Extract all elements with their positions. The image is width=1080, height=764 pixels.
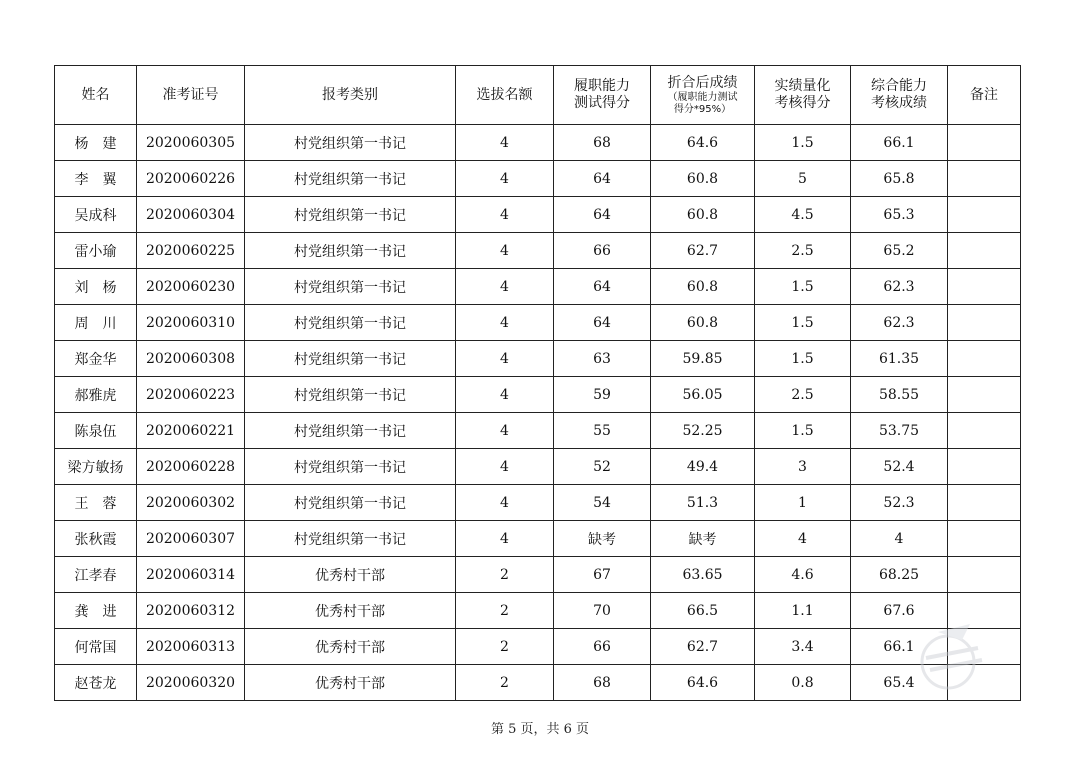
cell-test-score: 68 [554, 125, 651, 161]
cell-remarks [948, 485, 1021, 521]
cell-performance-score: 2.5 [755, 233, 851, 269]
cell-test-score: 67 [554, 557, 651, 593]
cell-performance-score: 1.5 [755, 125, 851, 161]
cell-name: 雷小瑜 [55, 233, 137, 269]
cell-remarks [948, 413, 1021, 449]
cell-converted-score: 缺考 [651, 521, 755, 557]
cell-performance-score: 1.5 [755, 341, 851, 377]
cell-total-score: 61.35 [851, 341, 948, 377]
cell-exam-id: 2020060226 [137, 161, 245, 197]
cell-exam-id: 2020060314 [137, 557, 245, 593]
header-text: 备注 [970, 86, 998, 103]
cell-test-score: 64 [554, 197, 651, 233]
header-remarks [948, 66, 1021, 125]
cell-remarks [948, 521, 1021, 557]
cell-test-score: 66 [554, 233, 651, 269]
cell-test-score: 缺考 [554, 521, 651, 557]
cell-quota: 2 [456, 593, 554, 629]
header-text: 考核成绩 [871, 95, 927, 111]
cell-remarks [948, 449, 1021, 485]
cell-category: 村党组织第一书记 [245, 377, 456, 413]
cell-performance-score: 4.6 [755, 557, 851, 593]
cell-converted-score: 64.6 [651, 125, 755, 161]
cell-total-score: 53.75 [851, 413, 948, 449]
header-text: 履职能力 [574, 78, 630, 94]
cell-remarks [948, 197, 1021, 233]
header-total-score [851, 66, 948, 125]
cell-converted-score: 64.6 [651, 665, 755, 701]
header-exam-id [137, 66, 245, 125]
table-row [55, 377, 1021, 413]
cell-test-score: 64 [554, 305, 651, 341]
header-converted-score [651, 66, 755, 125]
cell-quota: 4 [456, 197, 554, 233]
cell-quota: 2 [456, 557, 554, 593]
cell-name: 龚 进 [55, 593, 137, 629]
cell-remarks [948, 557, 1021, 593]
cell-converted-score: 62.7 [651, 629, 755, 665]
header-text: 折合后成绩 [667, 74, 738, 91]
cell-category: 村党组织第一书记 [245, 305, 456, 341]
cell-name: 赵苍龙 [55, 665, 137, 701]
cell-name: 郑金华 [55, 341, 137, 377]
cell-category: 村党组织第一书记 [245, 521, 456, 557]
cell-exam-id: 2020060221 [137, 413, 245, 449]
cell-test-score: 64 [554, 269, 651, 305]
cell-remarks [948, 341, 1021, 377]
cell-converted-score: 66.5 [651, 593, 755, 629]
cell-quota: 4 [456, 413, 554, 449]
header-text: 综合能力 [871, 78, 927, 94]
cell-name: 梁方敏扬 [55, 449, 137, 485]
cell-test-score: 55 [554, 413, 651, 449]
cell-performance-score: 2.5 [755, 377, 851, 413]
cell-quota: 4 [456, 449, 554, 485]
cell-category: 优秀村干部 [245, 593, 456, 629]
watermark-logo-icon [908, 618, 996, 692]
header-text: 实绩量化 [774, 78, 831, 94]
cell-category: 村党组织第一书记 [245, 233, 456, 269]
cell-exam-id: 2020060308 [137, 341, 245, 377]
cell-performance-score: 1.5 [755, 305, 851, 341]
cell-total-score: 62.3 [851, 269, 948, 305]
cell-total-score: 52.4 [851, 449, 948, 485]
cell-quota: 4 [456, 305, 554, 341]
cell-total-score: 58.55 [851, 377, 948, 413]
cell-test-score: 66 [554, 629, 651, 665]
cell-exam-id: 2020060310 [137, 305, 245, 341]
cell-total-score: 67.6 [851, 593, 948, 629]
table-row [55, 629, 1021, 665]
header-name [55, 66, 137, 125]
header-category [245, 66, 456, 125]
cell-exam-id: 2020060320 [137, 665, 245, 701]
cell-name: 周 川 [55, 305, 137, 341]
table-row [55, 197, 1021, 233]
cell-total-score: 65.8 [851, 161, 948, 197]
cell-converted-score: 49.4 [651, 449, 755, 485]
table-header-row [55, 66, 1021, 125]
table-row [55, 341, 1021, 377]
cell-category: 村党组织第一书记 [245, 341, 456, 377]
cell-test-score: 54 [554, 485, 651, 521]
cell-test-score: 63 [554, 341, 651, 377]
cell-exam-id: 2020060228 [137, 449, 245, 485]
cell-exam-id: 2020060302 [137, 485, 245, 521]
table-row [55, 161, 1021, 197]
table-row [55, 233, 1021, 269]
cell-performance-score: 3 [755, 449, 851, 485]
cell-remarks [948, 305, 1021, 341]
header-test-score [554, 66, 651, 125]
table-row [55, 557, 1021, 593]
cell-name: 郝雅虎 [55, 377, 137, 413]
cell-converted-score: 60.8 [651, 197, 755, 233]
cell-quota: 4 [456, 125, 554, 161]
cell-name: 何常国 [55, 629, 137, 665]
table-row [55, 413, 1021, 449]
cell-exam-id: 2020060225 [137, 233, 245, 269]
cell-exam-id: 2020060305 [137, 125, 245, 161]
cell-category: 优秀村干部 [245, 629, 456, 665]
cell-quota: 4 [456, 161, 554, 197]
cell-total-score: 68.25 [851, 557, 948, 593]
header-text: 选拔名额 [476, 86, 533, 103]
cell-test-score: 59 [554, 377, 651, 413]
cell-performance-score: 4 [755, 521, 851, 557]
cell-converted-score: 56.05 [651, 377, 755, 413]
cell-test-score: 68 [554, 665, 651, 701]
table-row [55, 269, 1021, 305]
cell-exam-id: 2020060307 [137, 521, 245, 557]
cell-converted-score: 60.8 [651, 161, 755, 197]
header-text: 报考类别 [322, 86, 378, 103]
cell-total-score: 65.4 [851, 665, 948, 701]
cell-category: 村党组织第一书记 [245, 269, 456, 305]
header-text: 测试得分 [574, 95, 630, 111]
table-row [55, 665, 1021, 701]
cell-total-score: 66.1 [851, 125, 948, 161]
cell-quota: 4 [456, 377, 554, 413]
cell-performance-score: 1 [755, 485, 851, 521]
cell-converted-score: 62.7 [651, 233, 755, 269]
cell-total-score: 4 [851, 521, 948, 557]
cell-performance-score: 1.1 [755, 593, 851, 629]
cell-converted-score: 52.25 [651, 413, 755, 449]
cell-remarks [948, 233, 1021, 269]
cell-quota: 2 [456, 665, 554, 701]
cell-converted-score: 63.65 [651, 557, 755, 593]
table-row [55, 521, 1021, 557]
cell-exam-id: 2020060223 [137, 377, 245, 413]
cell-remarks [948, 269, 1021, 305]
cell-quota: 4 [456, 233, 554, 269]
cell-performance-score: 5 [755, 161, 851, 197]
table-body [55, 125, 1021, 701]
header-text: 得分*95%） [673, 103, 732, 115]
cell-performance-score: 1.5 [755, 413, 851, 449]
header-quota [456, 66, 554, 125]
cell-performance-score: 3.4 [755, 629, 851, 665]
cell-quota: 4 [456, 485, 554, 521]
cell-converted-score: 51.3 [651, 485, 755, 521]
cell-name: 陈泉伍 [55, 413, 137, 449]
cell-quota: 4 [456, 269, 554, 305]
cell-quota: 4 [456, 521, 554, 557]
cell-remarks [948, 161, 1021, 197]
table-row [55, 449, 1021, 485]
cell-remarks [948, 377, 1021, 413]
cell-name: 江孝春 [55, 557, 137, 593]
cell-total-score: 65.2 [851, 233, 948, 269]
header-text: 姓名 [81, 86, 110, 103]
cell-name: 李 翼 [55, 161, 137, 197]
cell-performance-score: 4.5 [755, 197, 851, 233]
cell-remarks [948, 125, 1021, 161]
header-text: 准考证号 [162, 86, 219, 103]
cell-performance-score: 0.8 [755, 665, 851, 701]
cell-name: 王 蓉 [55, 485, 137, 521]
cell-total-score: 62.3 [851, 305, 948, 341]
cell-converted-score: 60.8 [651, 305, 755, 341]
cell-exam-id: 2020060304 [137, 197, 245, 233]
cell-exam-id: 2020060312 [137, 593, 245, 629]
cell-category: 村党组织第一书记 [245, 161, 456, 197]
cell-category: 村党组织第一书记 [245, 485, 456, 521]
cell-category: 村党组织第一书记 [245, 413, 456, 449]
cell-name: 杨 建 [55, 125, 137, 161]
header-text: （履职能力测试 [667, 91, 738, 103]
header-performance-score [755, 66, 851, 125]
cell-total-score: 52.3 [851, 485, 948, 521]
table-row [55, 125, 1021, 161]
table-row [55, 593, 1021, 629]
cell-quota: 4 [456, 341, 554, 377]
score-table [54, 65, 1021, 701]
page-number-footer: 第 5 页，共 6 页 [490, 722, 590, 737]
header-text: 考核得分 [774, 95, 831, 111]
cell-category: 村党组织第一书记 [245, 449, 456, 485]
cell-name: 刘 杨 [55, 269, 137, 305]
cell-category: 优秀村干部 [245, 557, 456, 593]
cell-performance-score: 1.5 [755, 269, 851, 305]
cell-converted-score: 59.85 [651, 341, 755, 377]
cell-test-score: 64 [554, 161, 651, 197]
cell-total-score: 66.1 [851, 629, 948, 665]
cell-total-score: 65.3 [851, 197, 948, 233]
cell-category: 村党组织第一书记 [245, 197, 456, 233]
cell-test-score: 70 [554, 593, 651, 629]
cell-exam-id: 2020060230 [137, 269, 245, 305]
table-row [55, 305, 1021, 341]
cell-quota: 2 [456, 629, 554, 665]
table-row [55, 485, 1021, 521]
cell-test-score: 52 [554, 449, 651, 485]
cell-name: 张秋霞 [55, 521, 137, 557]
cell-category: 优秀村干部 [245, 665, 456, 701]
cell-category: 村党组织第一书记 [245, 125, 456, 161]
cell-name: 吴成科 [55, 197, 137, 233]
cell-converted-score: 60.8 [651, 269, 755, 305]
cell-exam-id: 2020060313 [137, 629, 245, 665]
